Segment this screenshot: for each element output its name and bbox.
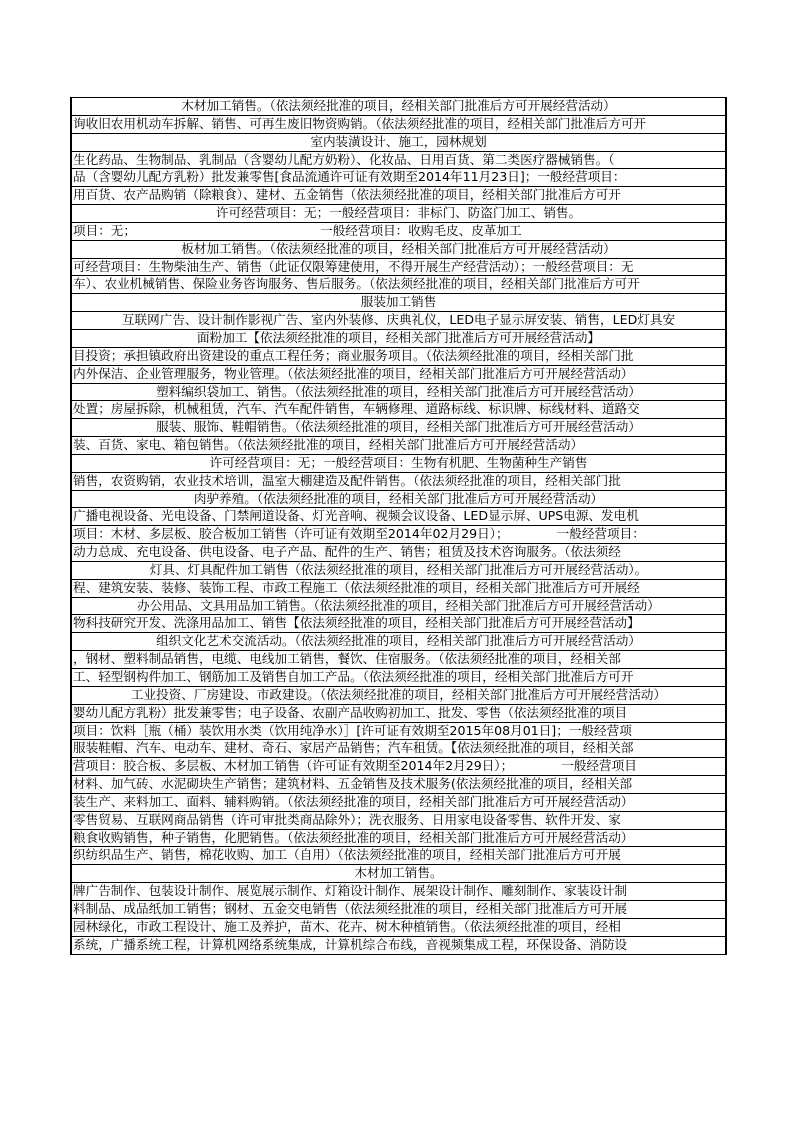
- table-cell-text: 项目：无； 一般经营项目：收购毛皮、皮革加工: [73, 222, 522, 238]
- table-cell-text: 项目：木材、多层板、胶合板加工销售（许可证有效期至2014年02月29日）； 一般经营项目：: [73, 526, 645, 542]
- table-cell-text: 车）、农业机械销售、保险业务咨询服务、售后服务。（依法须经批准的项目，经相关部门批准后方可开: [73, 276, 640, 292]
- table-cell-text: 园林绿化，市政工程设计、施工及养护，苗木、花卉、树木种植销售。（依法须经批准的项目，经相: [73, 918, 621, 934]
- table-cell-text: 牌广告制作、包装设计制作、展览展示制作、灯箱设计制作、展架设计制作、雕刻制作、家装设计制: [73, 883, 628, 899]
- table-row: [72, 598, 725, 616]
- table-row: [72, 241, 725, 259]
- table-cell-text: 许可经营项目：无；一般经营项目：非标门、防盗门加工、销售。: [215, 205, 582, 221]
- table-row: [72, 723, 725, 741]
- table-row: [72, 491, 725, 509]
- table-cell-text: 服装、服饰、鞋帽销售。（依法须经批准的项目，经相关部门批准后方可开展经营活动）: [156, 419, 641, 435]
- table-cell-text: 用百货、农产品购销（除粮食）、建材、五金销售（依法须经批准的项目，经相关部门批准后方可开: [73, 187, 621, 203]
- table-cell-text: 灯具、灯具配件加工销售（依法须经批准的项目，经相关部门批准后方可开展经营活动）。: [149, 561, 648, 577]
- table-cell-text: 处置；房屋拆除，机械租赁，汽车、汽车配件销售，车辆修理、道路标线、标识牌、标线材料、道路交: [73, 401, 640, 417]
- table-cell-text: 品（含婴幼儿配方乳粉）批发兼零售[食品流通许可证有效期至2014年11月23日]；一般经营项目：: [73, 169, 626, 185]
- table-cell-text: 料制品、成品纸加工销售；钢材、五金交电销售（依法须经批准的项目，经相关部门批准后方可开展: [73, 900, 628, 916]
- table-row: [72, 473, 725, 491]
- table-row: [72, 651, 725, 669]
- table-row: [72, 223, 725, 241]
- table-cell-text: 物科技研究开发、洗涤用品加工、销售【依法须经批准的项目，经相关部门批准后方可开展经营活动】: [73, 615, 640, 631]
- table-row: [72, 794, 725, 812]
- table-cell-text: 内外保洁、企业管理服务，物业管理。（依法须经批准的项目，经相关部门批准后方可开展经营活动）: [73, 365, 634, 381]
- table-row: [72, 740, 725, 758]
- table-cell-text: 生化药品、生物制品、乳制品（含婴幼儿配方奶粉）、化妆品、日用百货、第二类医疗器械销售。（: [73, 151, 615, 167]
- table-cell-text: 零售贸易、互联网商品销售（许可审批类商品除外）；洗衣服务、日用家电设备零售、软件开发、家: [73, 811, 621, 827]
- table-cell-text: 销售，农资购销，农业技术培训，温室大棚建造及配件销售。（依法须经批准的项目，经相关部门批: [73, 472, 621, 488]
- table-row: [72, 437, 725, 455]
- table-cell-text: 组织文化艺术交流活动。（依法须经批准的项目，经相关部门批准后方可开展经营活动）: [156, 633, 641, 649]
- table-row: [72, 847, 725, 865]
- table-row: [72, 384, 725, 402]
- table-row: [72, 669, 725, 687]
- table-row: [72, 562, 725, 580]
- table-cell-text: 板材加工销售。（依法须经批准的项目，经相关部门批准后方可开展经营活动）: [181, 240, 616, 256]
- table-cell-text: 婴幼儿配方乳粉）批发兼零售；电子设备、农副产品收购初加工、批发、零售（依法须经批准的项目: [73, 704, 628, 720]
- table-row: [72, 919, 725, 937]
- table-cell-text: 织纺织品生产、销售，棉花收购、加工（自用）（依法须经批准的项目，经相关部门批准后方可开展: [73, 847, 621, 863]
- table-row: [72, 830, 725, 848]
- table-cell-text: 粮食收购销售，种子销售，化肥销售。（依法须经批准的项目，经相关部门批准后方可开展经营活动）: [73, 829, 634, 845]
- table-cell-text: 服装加工销售: [360, 294, 437, 310]
- table-row: [72, 937, 725, 955]
- table-row: [72, 401, 725, 419]
- table-row: [72, 116, 725, 134]
- table-cell-text: 工业投资、厂房建设、市政建设。（依法须经批准的项目，经相关部门批准后方可开展经营活动）: [130, 686, 667, 702]
- business-scope-table: [70, 97, 727, 955]
- table-cell-text: 木材加工销售。: [354, 865, 443, 881]
- table-row: [72, 134, 725, 152]
- table-cell-text: 室内装潢设计、施工，园林规划: [310, 133, 487, 149]
- table-cell-text: 装、百货、家电、箱包销售。（依法须经批准的项目，经相关部门批准后方可开展经营活动）: [73, 437, 584, 453]
- table-cell-text: 询收旧农用机动车拆解、销售、可再生废旧物资购销。（依法须经批准的项目，经相关部门批准后方可开: [73, 115, 647, 131]
- table-cell-text: 材料、加气砖、水泥砌块生产销售；建筑材料、五金销售及技术服务(依法须经批准的项目，经相关部: [73, 776, 633, 792]
- table-row: [72, 508, 725, 526]
- table-row: [72, 366, 725, 384]
- table-cell-text: 广播电视设备、光电设备、门禁闸道设备、灯光音响、视频会议设备、LED显示屏、UPS电源、发电机: [73, 508, 639, 524]
- table-row: [72, 526, 725, 544]
- table-cell-text: 程、建筑安装、装修、装饰工程、市政工程施工（依法须经批准的项目，经相关部门批准后方可开展经: [73, 579, 640, 595]
- table-row: [72, 294, 725, 312]
- table-row: [72, 205, 725, 223]
- table-row: [72, 633, 725, 651]
- table-cell-text: 许可经营项目：无；一般经营项目：生物有机肥、生物菌种生产销售: [209, 454, 588, 470]
- table-cell-text: 工、轻型钢构件加工、钢筋加工及销售自加工产品。（依法须经批准的项目，经相关部门批准后方可开: [73, 669, 634, 684]
- table-cell-text: ，钢材、塑料制品销售，电缆、电线加工销售，餐饮、住宿服务。（依法须经批准的项目，经相关部: [73, 651, 621, 667]
- table-row: [72, 187, 725, 205]
- table-cell-text: 营项目：胶合板、多层板、木材加工销售（许可证有效期至2014年2月29日）； 一般经营项目: [73, 758, 637, 774]
- table-row: [72, 615, 725, 633]
- table-row: [72, 419, 725, 437]
- table-row: [72, 348, 725, 366]
- table-cell-text: 目投资；承担镇政府出资建设的重点工程任务；商业服务项目。（依法须经批准的项目，经相关部门批: [73, 347, 634, 363]
- table-cell-text: 项目：饮料［瓶（桶）装饮用水类（饮用纯净水）］[许可证有效期至2015年08月01日]；一般经营项: [73, 722, 632, 738]
- table-row: [72, 330, 725, 348]
- table-cell-text: 动力总成、充电设备、供电设备、电子产品、配件的生产、销售；租赁及技术咨询服务。（依法须经: [73, 544, 621, 560]
- table-row: [72, 865, 725, 883]
- table-row: [72, 883, 725, 901]
- table-row: [72, 544, 725, 562]
- table-cell-text: 面粉加工【依法须经批准的项目，经相关部门批准后方可开展经营活动】: [197, 329, 600, 345]
- table-row: [72, 455, 725, 473]
- table-row: [72, 312, 725, 330]
- table-row: [72, 276, 725, 294]
- table-cell-text: 可经营项目：生物柴油生产、销售（此证仅限筹建使用，不得开展生产经营活动）；一般经营项目：无: [73, 258, 634, 274]
- table-row: [72, 98, 725, 116]
- table-cell-text: 木材加工销售。（依法须经批准的项目，经相关部门批准后方可开展经营活动）: [181, 98, 616, 113]
- table-row: [72, 152, 725, 170]
- table-cell-text: 办公用品、文具用品加工销售。（依法须经批准的项目，经相关部门批准后方可开展经营活动）: [137, 597, 660, 613]
- table-row: [72, 259, 725, 277]
- table-cell-text: 服装鞋帽、汽车、电动车、建材、奇石、家居产品销售；汽车租赁。【依法须经批准的项目，经相关部: [73, 740, 634, 756]
- table-cell-text: 互联网广告、设计制作影视广告、室内外装修、庆典礼仪，LED电子显示屏安装、销售，LED灯具安: [121, 312, 676, 328]
- table-row: [72, 776, 725, 794]
- table-cell-text: 系统，广播系统工程，计算机网络系统集成，计算机综合布线，音视频集成工程，环保设备、消防设: [73, 936, 628, 952]
- table-row: [72, 687, 725, 705]
- table-row: [72, 901, 725, 919]
- table-cell-text: 装生产、来料加工、面料、辅料购销。（依法须经批准的项目，经相关部门批准后方可开展经营活动）: [73, 793, 634, 809]
- table-row: [72, 169, 725, 187]
- table-row: [72, 812, 725, 830]
- table-cell-text: 肉驴养殖。（依法须经批准的项目，经相关部门批准后方可开展经营活动）: [193, 490, 604, 506]
- table-row: [72, 580, 725, 598]
- table-cell-text: 塑料编织袋加工、销售。（依法须经批准的项目，经相关部门批准后方可开展经营活动）: [156, 383, 641, 399]
- table-row: [72, 705, 725, 723]
- table-row: [72, 758, 725, 776]
